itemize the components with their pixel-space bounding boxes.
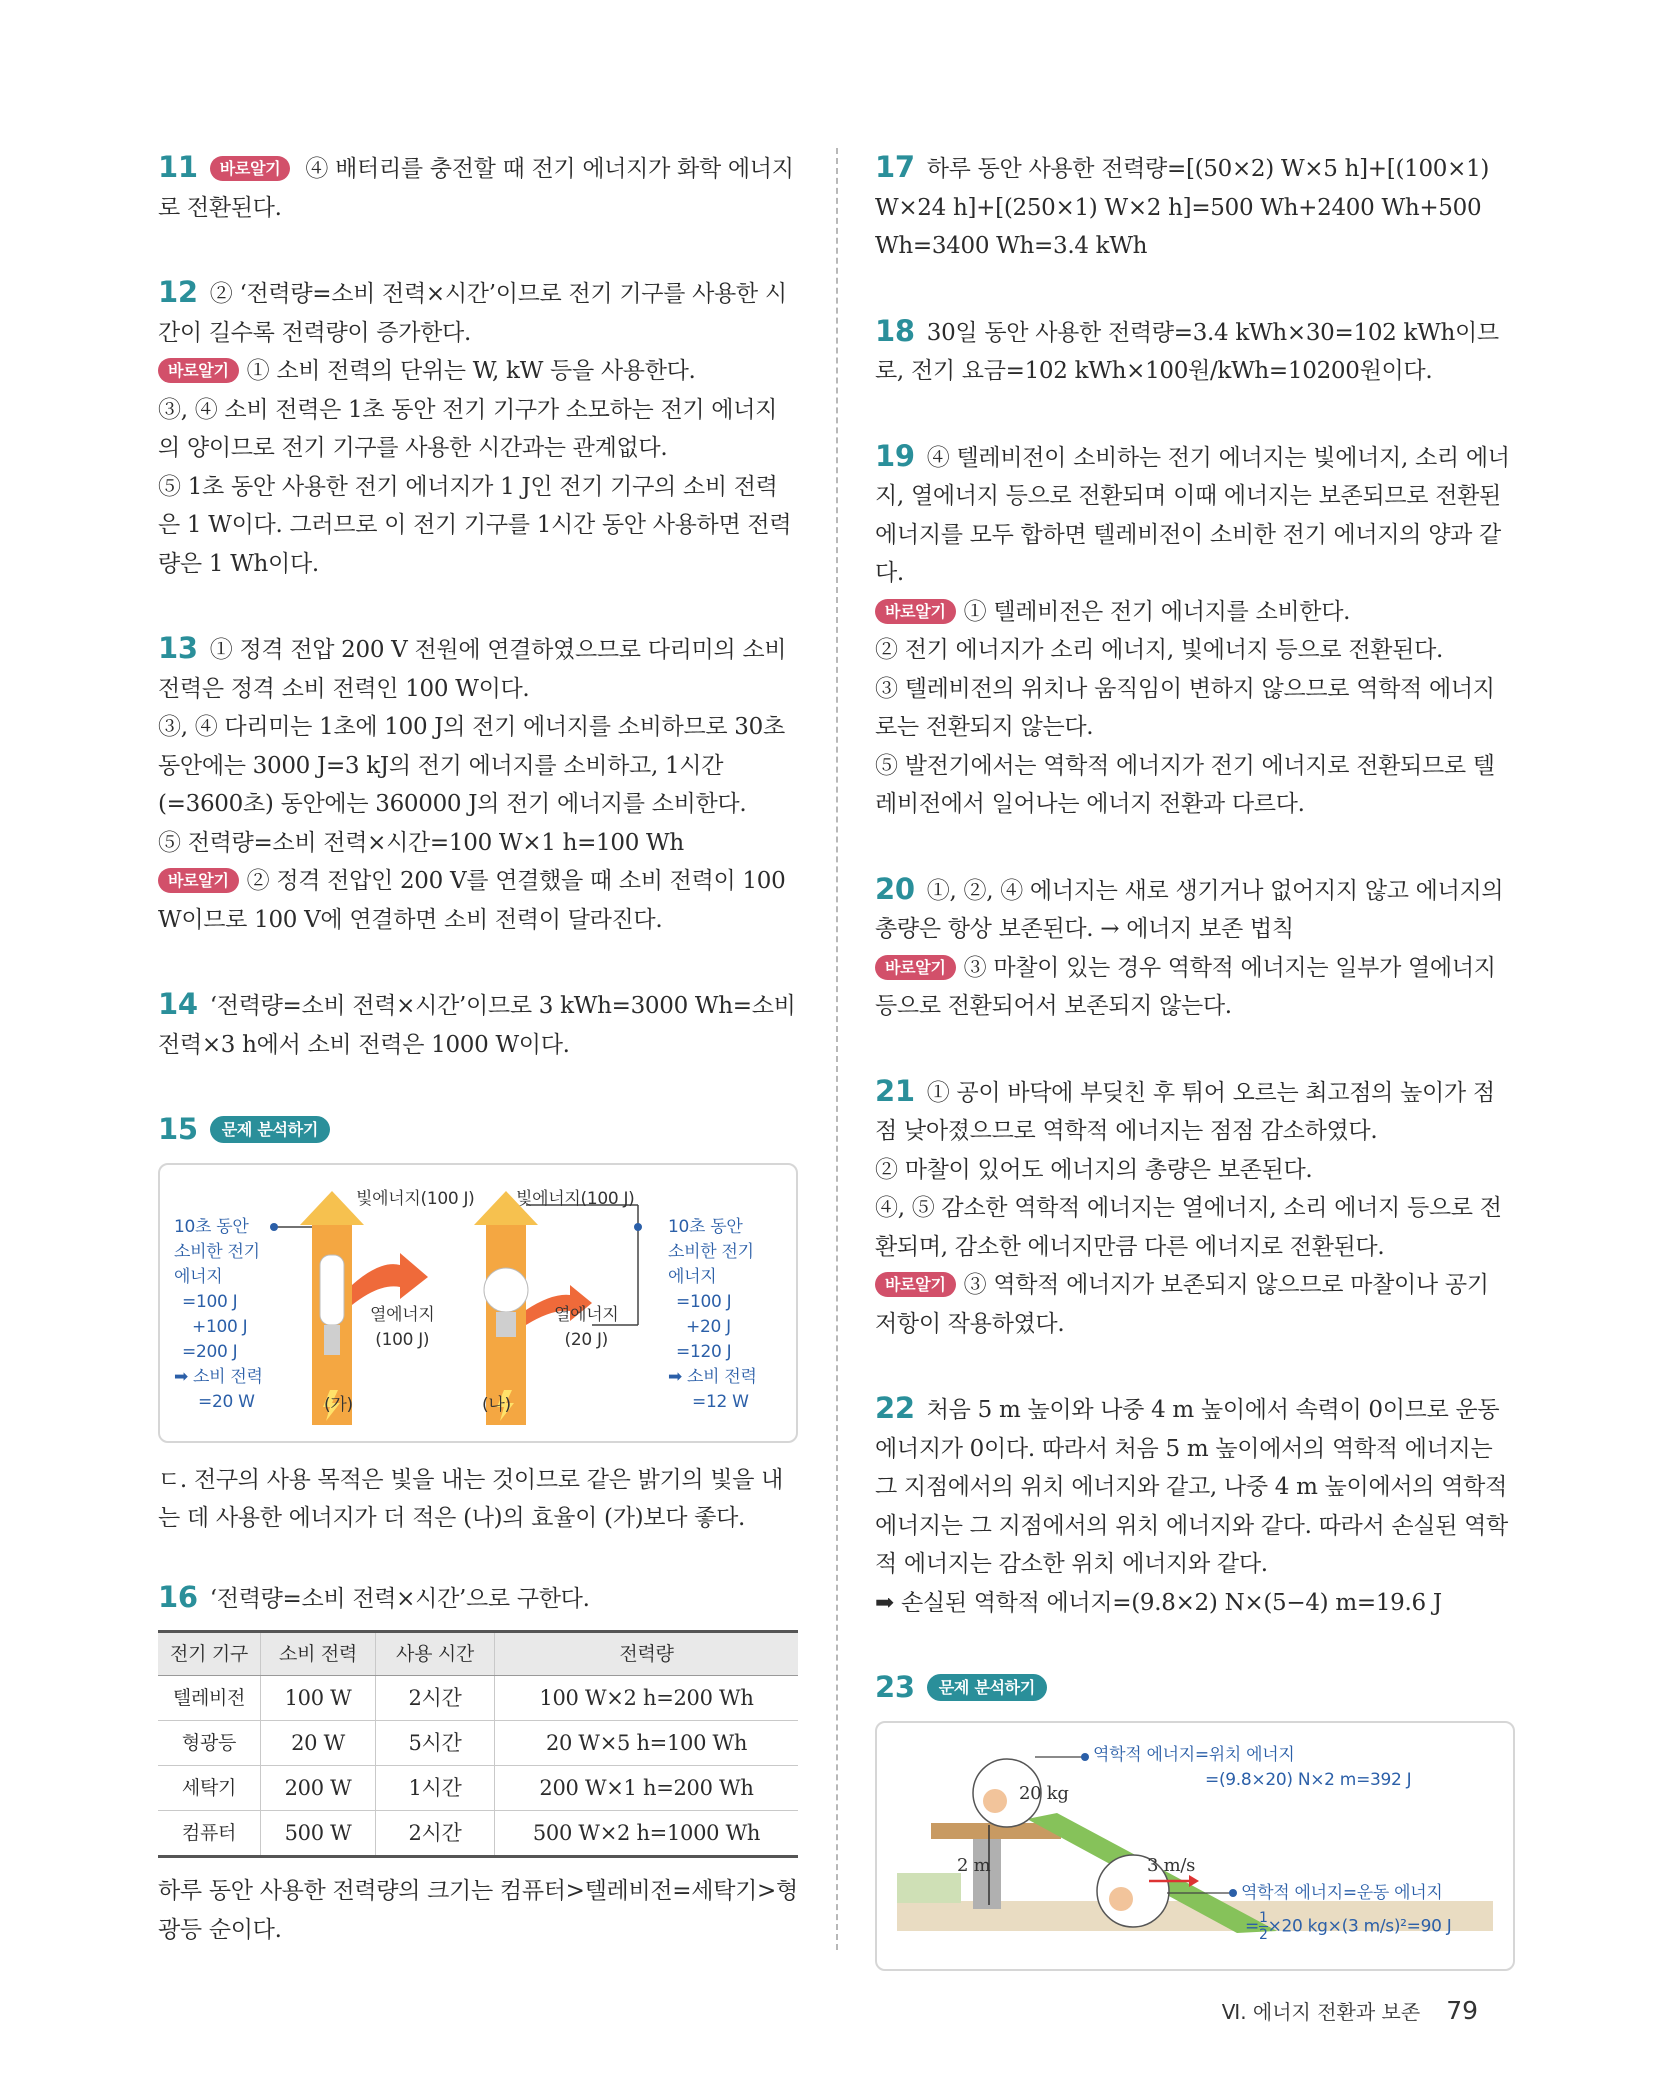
- table-header-row: [158, 1632, 798, 1676]
- question-number: 12: [158, 275, 198, 309]
- answer-text: ⑤ 1초 동안 사용한 전기 에너지가 1 J인 전기 기구의 소비 전력은 1 W이다. 그러므로 이 전기 기구를 1시간 동안 사용하면 전력량은 1 Wh이다.: [158, 473, 792, 577]
- table-cell: 200 W×1 h=200 Wh: [495, 1766, 799, 1811]
- heat-label-line: 열에너지: [370, 1304, 435, 1325]
- answer-15: [158, 1110, 798, 1538]
- table-row: [158, 1676, 798, 1721]
- answer-text: 처음 5 m 높이와 나중 4 m 높이에서 속력이 0이므로 운동 에너지가 0이다. 따라서 처음 5 m 높이에서의 역학적 에너지는 그 지점에서의 위치 에너지와 같고, 나중 4 m 높이에서의 역학적 에너지는 그 지점에서의 위치 에너지와 같다. 따라서 손실된 역학적 에너지는 감소한 위치 에너지와 같다.: [875, 1397, 1508, 1577]
- answer-text: ② 마찰이 있어도 에너지의 총량은 보존된다.: [875, 1156, 1313, 1183]
- bulb-energy-figure: [158, 1163, 798, 1443]
- answer-12: [158, 273, 798, 583]
- summary-line: 10초 동안: [174, 1216, 249, 1237]
- light-energy-label-a: 빛에너지(100 J): [356, 1188, 475, 1209]
- heat-label-line: (100 J): [375, 1329, 430, 1350]
- fraction-numerator: 1: [1258, 1909, 1268, 1926]
- barogi-badge: 바로알기: [875, 955, 956, 980]
- table-cell: 컴퓨터: [158, 1811, 261, 1857]
- answer-text: 하루 동안 사용한 전력량=[(50×2) W×5 h]+[(100×1) W×24 h]+[(250×1) W×2 h]=500 Wh+2400 Wh+500 Wh=3400 Wh=3.4 kWh: [875, 156, 1490, 259]
- summary-line: =200 J: [182, 1341, 238, 1362]
- bulb-base-icon: [324, 1325, 340, 1355]
- summary-line: =100 J: [182, 1291, 238, 1312]
- summary-line: =120 J: [676, 1341, 732, 1362]
- table-cell: 20 W×5 h=100 Wh: [495, 1721, 799, 1766]
- answer-text: ⑤ 발전기에서는 역학적 에너지가 전기 에너지로 전환되므로 텔레비전에서 일어나는 에너지 전환과 다르다.: [875, 752, 1495, 817]
- chapter-title: Ⅵ. 에너지 전환과 보존: [1221, 2000, 1421, 2024]
- note-line: 역학적 에너지=위치 에너지: [1093, 1744, 1295, 1765]
- question-number: 11: [158, 150, 198, 184]
- barogi-badge: 바로알기: [875, 599, 956, 624]
- eq-part: =: [1245, 1916, 1259, 1936]
- summary-line: =12 W: [692, 1391, 749, 1412]
- table-cell: 2시간: [376, 1676, 495, 1721]
- table-row: [158, 1721, 798, 1766]
- summary-line: 에너지: [668, 1266, 717, 1287]
- answer-text: ㄷ. 전구의 사용 목적은 빛을 내는 것이므로 같은 밝기의 빛을 내는 데 사용한 에너지가 더 적은 (나)의 효율이 (가)보다 좋다.: [158, 1466, 784, 1531]
- answer-text: ⑤ 전력량=소비 전력×시간=100 W×1 h=100 Wh: [158, 829, 684, 856]
- table-cell: 500 W×2 h=1000 Wh: [495, 1811, 799, 1857]
- table-row: [158, 1766, 798, 1811]
- answer-20: [875, 870, 1515, 1026]
- answer-text: ② 전기 에너지가 소리 에너지, 빛에너지 등으로 전환된다.: [875, 637, 1443, 663]
- summary-line: 에너지: [174, 1266, 223, 1287]
- answer-text: 30일 동안 사용한 전력량=3.4 kWh×30=102 kWh이므로, 전기 요금=102 kWh×100원/kWh=10200원이다.: [875, 319, 1499, 384]
- left-column: [158, 148, 798, 1995]
- eq-part: ×20 kg×(3 m/s)²=90 J: [1267, 1916, 1452, 1936]
- answer-text: ④, ⑤ 감소한 역학적 에너지는 열에너지, 소리 에너지 등으로 전환되며, 감소한 에너지만큼 다른 에너지로 전환된다.: [875, 1195, 1502, 1260]
- heat-label-line: 열에너지: [554, 1304, 619, 1325]
- fraction-denominator: 2: [1258, 1926, 1268, 1943]
- answer-22: [875, 1389, 1515, 1622]
- connector-dot: [1229, 1889, 1237, 1897]
- bush: [897, 1873, 961, 1903]
- summary-line: 소비한 전기: [668, 1241, 754, 1262]
- answer-text: ② ‘전력량=소비 전력×시간’이므로 전기 기구를 사용한 시간이 길수록 전력량이 증가한다.: [158, 281, 787, 346]
- summary-line: =100 J: [676, 1291, 732, 1312]
- kinetic-energy-note: [1241, 1881, 1451, 1943]
- height-label: 2 m: [957, 1854, 991, 1876]
- question-number: 13: [158, 631, 198, 665]
- answer-16: [158, 1578, 798, 1950]
- question-number: 19: [875, 438, 915, 473]
- table-cell: 세탁기: [158, 1766, 261, 1811]
- heat-label-line: (20 J): [564, 1329, 608, 1350]
- answer-14: [158, 985, 798, 1064]
- summary-line: +20 J: [686, 1316, 731, 1337]
- barogi-badge: 바로알기: [158, 358, 239, 383]
- heat-energy-label-b: [554, 1303, 619, 1353]
- table-cell: 1시간: [376, 1766, 495, 1811]
- barogi-badge: 바로알기: [875, 1272, 956, 1297]
- child-top-icon: [983, 1789, 1007, 1813]
- answer-text: ③ 텔레비전의 위치나 움직임이 변하지 않으므로 역학적 에너지로는 전환되지 않는다.: [875, 675, 1495, 740]
- answer-17: [875, 148, 1515, 266]
- table-header: 소비 전력: [261, 1632, 376, 1676]
- answer-11: [158, 148, 798, 227]
- answer-23: [875, 1668, 1515, 1971]
- question-number: 15: [158, 1112, 198, 1146]
- heat-arrow-a: [352, 1253, 428, 1305]
- question-number: 22: [875, 1391, 915, 1425]
- table-cell: 100 W: [261, 1676, 376, 1721]
- table-header: 전기 기구: [158, 1632, 261, 1676]
- answer-text: ‘전력량=소비 전력×시간’으로 구한다.: [209, 1585, 590, 1612]
- table-header: 전력량: [495, 1632, 799, 1676]
- bulb-label-a: (가): [324, 1394, 353, 1415]
- answer-text: ① 정격 전압 200 V 전원에 연결하였으므로 다리미의 소비 전력은 정격 소비 전력인 100 W이다.: [158, 637, 787, 702]
- table-cell: 텔레비전: [158, 1676, 261, 1721]
- fraction: [1259, 1910, 1268, 1943]
- note-line: =(9.8×20) N×2 m=392 J: [1205, 1769, 1412, 1790]
- column-divider: [836, 148, 838, 1950]
- answer-21: [875, 1072, 1515, 1344]
- light-arrow-a: [300, 1191, 364, 1225]
- answer-text: 하루 동안 사용한 전력량의 크기는 컴퓨터>텔레비전=세탁기>형광등 순이다.: [158, 1878, 798, 1943]
- summary-line: 10초 동안: [668, 1216, 743, 1237]
- table-header: 사용 시간: [376, 1632, 495, 1676]
- note-line: 역학적 에너지=운동 에너지: [1241, 1882, 1443, 1903]
- answer-18: [875, 312, 1515, 391]
- page-number: 79: [1446, 1996, 1478, 2025]
- light-energy-label-b: 빛에너지(100 J): [516, 1188, 635, 1209]
- table-cell: 100 W×2 h=200 Wh: [495, 1676, 799, 1721]
- connector-dot: [1081, 1753, 1089, 1761]
- slide-energy-figure: [875, 1721, 1515, 1971]
- summary-line: ➡ 소비 전력: [174, 1366, 263, 1387]
- answer-19: [875, 437, 1515, 824]
- power-table: [158, 1630, 798, 1858]
- answer-text: ④ 텔레비전이 소비하는 전기 에너지는 빛에너지, 소리 에너지, 열에너지 등으로 전환되며 이때 에너지는 보존되므로 전환된 에너지를 모두 합하면 텔레비전이 소비한 전기 에너지의 양과 같다.: [875, 444, 1510, 586]
- barogi-badge: 바로알기: [158, 868, 239, 893]
- analysis-badge: 문제 분석하기: [210, 1116, 330, 1143]
- table-cell: 5시간: [376, 1721, 495, 1766]
- question-number: 23: [875, 1670, 915, 1704]
- right-column: [875, 148, 1515, 1989]
- answer-text: ③, ④ 다리미는 1초에 100 J의 전기 에너지를 소비하므로 30초 동안에는 3000 J=3 kJ의 전기 에너지를 소비하고, 1시간(=3600초) 동안에는 360000 J의 전기 에너지를 소비한다.: [158, 714, 785, 817]
- answer-text: ➡ 손실된 역학적 에너지=(9.8×2) N×(5−4) m=19.6 J: [875, 1589, 1442, 1616]
- question-number: 21: [875, 1073, 915, 1108]
- answer-text: ①, ②, ④ 에너지는 새로 생기거나 없어지지 않고 에너지의 총량은 항상 보존된다. → 에너지 보존 법칙: [875, 877, 1504, 942]
- table-cell: 200 W: [261, 1766, 376, 1811]
- answer-text: ① 소비 전력의 단위는 W, kW 등을 사용한다.: [246, 358, 696, 384]
- question-number: 16: [158, 1579, 198, 1614]
- bulb-base-icon: [496, 1312, 516, 1337]
- left-summary: [174, 1215, 284, 1415]
- table-row: [158, 1811, 798, 1857]
- connector-dot: [634, 1223, 642, 1231]
- page-footer: [1222, 1996, 1478, 2025]
- right-summary: [668, 1215, 778, 1415]
- answer-text: ‘전력량=소비 전력×시간’이므로 3 kWh=3000 Wh=소비 전력×3 h에서 소비 전력은 1000 W이다.: [158, 993, 796, 1058]
- summary-line: +100 J: [192, 1316, 248, 1337]
- summary-line: ➡ 소비 전력: [668, 1366, 757, 1387]
- answer-text: ③ 마찰이 있는 경우 역학적 에너지는 일부가 열에너지 등으로 전환되어서 보존되지 않는다.: [875, 954, 1496, 1019]
- mass-label: 20 kg: [1019, 1782, 1069, 1804]
- heat-energy-label-a: [370, 1303, 435, 1353]
- led-bulb-icon: [484, 1268, 528, 1312]
- table-cell: 형광등: [158, 1721, 261, 1766]
- table-cell: 20 W: [261, 1721, 376, 1766]
- question-number: 18: [875, 313, 915, 348]
- table-cell: 2시간: [376, 1811, 495, 1857]
- summary-line: =20 W: [198, 1391, 255, 1412]
- cfl-bulb-icon: [320, 1255, 344, 1325]
- answer-text: ③, ④ 소비 전력은 1초 동안 전기 기구가 소모하는 전기 에너지의 양이므로 전기 기구를 사용한 시간과는 관계없다.: [158, 396, 778, 461]
- answer-13: [158, 629, 798, 939]
- answer-text: ② 정격 전압인 200 V를 연결했을 때 소비 전력이 100 W이므로 100 V에 연결하면 소비 전력이 달라진다.: [158, 868, 786, 933]
- answer-text: ④ 배터리를 충전할 때 전기 에너지가 화학 에너지로 전환된다.: [158, 156, 794, 221]
- answer-text: ① 공이 바닥에 부딪친 후 튀어 오르는 최고점의 높이가 점점 낮아졌으므로 역학적 에너지는 점점 감소하였다.: [875, 1079, 1495, 1144]
- note-line: [1241, 1910, 1451, 1943]
- question-number: 20: [875, 871, 915, 906]
- bulb-label-b: (나): [482, 1394, 511, 1415]
- answer-text: ① 텔레비전은 전기 에너지를 소비한다.: [963, 598, 1351, 625]
- speed-label: 3 m/s: [1147, 1854, 1196, 1876]
- question-number: 14: [158, 987, 198, 1021]
- analysis-badge: 문제 분석하기: [927, 1674, 1047, 1701]
- barogi-badge: 바로알기: [210, 156, 291, 181]
- child-bottom-icon: [1109, 1887, 1133, 1911]
- question-number: 17: [875, 150, 915, 184]
- answer-text: ③ 역학적 에너지가 보존되지 않으므로 마찰이나 공기 저항이 작용하였다.: [875, 1272, 1489, 1337]
- summary-line: 소비한 전기: [174, 1241, 260, 1262]
- potential-energy-note: [1093, 1743, 1411, 1793]
- table-cell: 500 W: [261, 1811, 376, 1857]
